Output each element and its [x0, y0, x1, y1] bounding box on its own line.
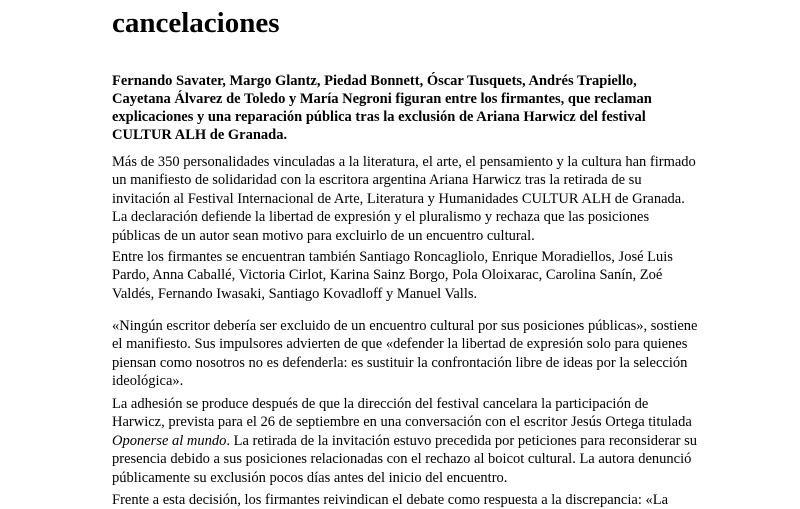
body-paragraph-4	[112, 395, 712, 487]
paragraph-line: «Ningún escritor debería ser excluido de un encuentro cultural por sus posiciones públicas», sostiene	[112, 318, 698, 334]
paragraph-line: públicas de un autor sean motivo para excluirlo de un encuentro cultural.	[112, 227, 535, 244]
paragraph-line: La adhesión se produce después de que la dirección del festival cancelara la participación de	[112, 396, 649, 412]
lead-line: explicaciones y una reparación pública tras la exclusión de Ariana Harwicz del festival	[112, 109, 646, 125]
paragraph-line: piensan como nosotros no es defenderla: es sustituir la confrontación libre de ideas por la selección	[112, 354, 688, 371]
article-title	[112, 0, 752, 42]
paragraph-line: Entre los firmantes se encuentran también Santiago Roncagliolo, Enrique Moradiellos, José Luis	[112, 249, 673, 265]
paragraph-line: Oponerse al mundo. La retirada de la invitación estuvo precedida por peticiones para reconsiderar su	[112, 432, 698, 449]
lead-line: CULTUR ALH de Granada.	[112, 127, 288, 143]
paragraph-line: Pardo, Anna Caballé, Victoria Cirlot, Karina Sainz Borgo, Pola Oloixarac, Carolina Sanín, Zoé	[112, 267, 663, 284]
paragraph-line: invitación al Festival Internacional de Arte, Literatura y Humanidades CULTUR ALH de Granada.	[112, 190, 685, 207]
paragraph-line: el manifiesto. Sus impulsores advierten de que «defender la libertad de expresión solo para quienes	[112, 336, 688, 353]
paragraph-line: ideológica».	[112, 373, 184, 390]
body-paragraph-2	[112, 248, 712, 303]
paragraph-line: un manifiesto de solidaridad con la escritora argentina Ariana Harwicz tras la retirada de su	[112, 172, 642, 189]
book-title-italic: Oponerse al mundo	[112, 432, 227, 449]
body-paragraph-3	[112, 317, 712, 391]
body-paragraph-5	[112, 491, 712, 509]
paragraph-line: Más de 350 personalidades vinculadas a la literatura, el arte, el pensamiento y la cultura han firmado	[112, 154, 696, 170]
lead-line: Fernando Savater, Margo Glantz, Piedad Bonnett, Óscar Tusquets, Andrés Trapiello,	[112, 73, 637, 89]
paragraph-line: públicamente su exclusión pocos días antes del inicio del encuentro.	[112, 469, 508, 486]
paragraph-line: presencia debido a sus posiciones relacionadas con el rechazo al boicot cultural. La autora denunció	[112, 451, 692, 468]
article-lead	[112, 72, 712, 144]
paragraph-line: Valdés, Fernando Iwasaki, Santiago Kovadloff y Manuel Valls.	[112, 285, 478, 302]
title-line: cancelaciones	[112, 7, 280, 39]
paragraph-line: Harwicz, prevista para el 26 de septiembre en una conversación con el escritor Jesús Ortega titulada	[112, 414, 692, 431]
lead-line: Cayetana Álvarez de Toledo y María Negroni figuran entre los firmantes, que reclaman	[112, 91, 652, 107]
body-paragraph-1	[112, 153, 712, 245]
paragraph-line: Frente a esta decisión, los firmantes reivindican el debate como respuesta a la discrepancia: «La	[112, 492, 669, 508]
paragraph-line: La declaración defiende la libertad de expresión y el pluralismo y rechaza que las posiciones	[112, 209, 650, 226]
